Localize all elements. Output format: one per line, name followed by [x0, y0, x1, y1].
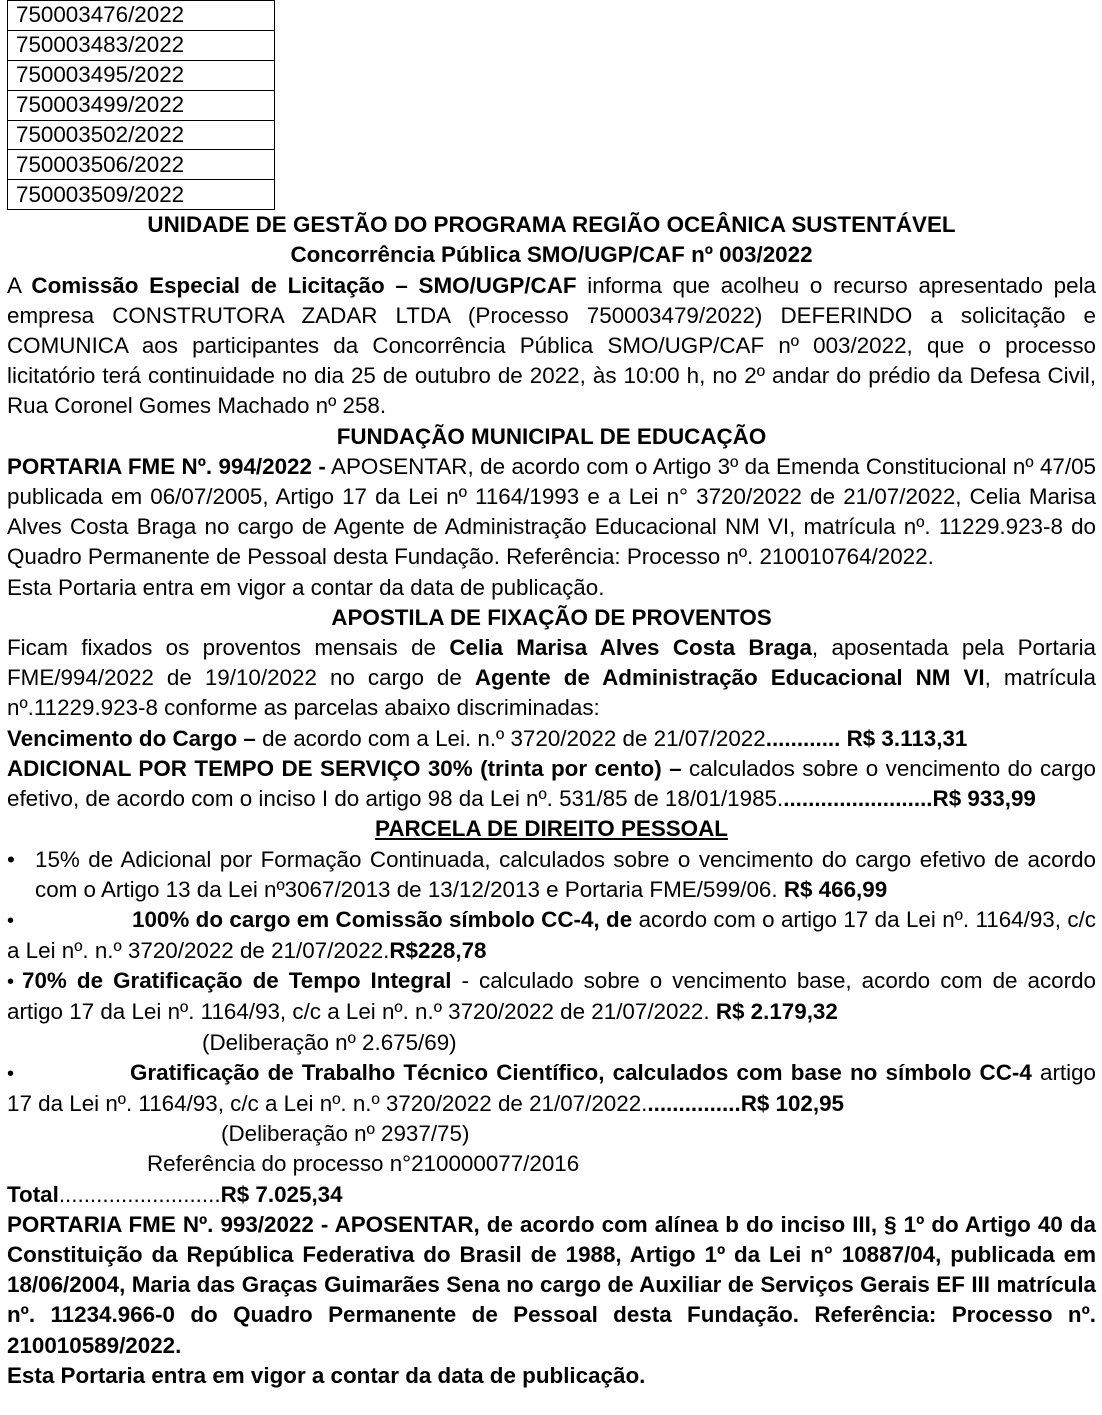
process-number-cell: 750003502/2022	[8, 120, 275, 150]
process-reference: Referência do processo n°210000077/2016	[147, 1151, 580, 1177]
adicional-label: ADICIONAL POR TEMPO DE SERVIÇO 30% (trinta por cento) –	[7, 755, 682, 781]
vigor-statement: Esta Portaria entra em vigor a contar da data de publicação.	[7, 574, 605, 600]
vencimento-line	[7, 724, 1096, 754]
total-amount: R$ 7.025,34	[220, 1181, 343, 1207]
amount: ...............R$ 102,95	[647, 1091, 845, 1117]
text-run: 15% de Adicional por Formação Continuada, calculados sobre o vencimento do cargo efetivo de acordo com o Artigo 13 da Lei nº3067/2013 de 13/12/2013 e Portaria FME/599/06.	[35, 846, 1096, 902]
retiree-name: Celia Marisa Alves Costa Braga	[449, 635, 812, 661]
amount: R$228,78	[389, 938, 487, 964]
bold-run: 100% do cargo em Comissão símbolo CC-4, de	[132, 906, 633, 932]
bullet-icon: •	[7, 1062, 15, 1085]
bold-run: 70% de Gratificação de Tempo Integral	[22, 968, 452, 994]
list-item	[7, 966, 1096, 1027]
text-run: - calculado sobre o vencimento base, acordo com de acordo artigo 17 da Lei nº. 1164/93, c/c a Lei nº. n.º 3720/2022 de 21/07/2022.	[7, 968, 1096, 1025]
process-number-table	[7, 0, 275, 210]
adicional-amount: ........................R$ 933,99	[783, 786, 1036, 812]
list-item	[7, 845, 1096, 905]
adicional-paragraph	[7, 754, 1096, 814]
deliberacao-note: (Deliberação nº 2937/75)	[221, 1121, 470, 1147]
bold-run: Gratificação de Trabalho Técnico Científico, calculados com base no símbolo CC-4	[130, 1059, 1032, 1085]
process-number-cell: 750003483/2022	[8, 30, 275, 60]
text-run: acordo com o artigo 17 da Lei nº. 1164/93, c/c a Lei nº. n.º 3720/2022 de 21/07/2022.	[7, 906, 1096, 964]
text-run: de acordo com a Lei. n.º 3720/2022 de 21/07/2022	[255, 725, 766, 751]
text-run: , matrícula nº.11229.923-8 conforme as parcelas abaixo discriminadas:	[7, 665, 1096, 721]
ugp-notice-paragraph	[7, 271, 1096, 422]
table-row	[8, 60, 275, 90]
table-row	[8, 90, 275, 120]
amount: R$ 2.179,32	[715, 999, 838, 1025]
job-title: Agente de Administração Educacional NM VI	[474, 665, 985, 691]
apostila-paragraph	[7, 633, 1096, 724]
fme-heading: FUNDAÇÃO MUNICIPAL DE EDUCAÇÃO	[336, 423, 767, 449]
ugp-heading: UNIDADE DE GESTÃO DO PROGRAMA REGIÃO OCEÂNICA SUSTENTÁVEL	[147, 212, 956, 238]
vencimento-label: Vencimento do Cargo –	[7, 725, 256, 751]
vigor-statement: Esta Portaria entra em vigor a contar da data de publicação.	[7, 1362, 646, 1388]
table-row	[8, 30, 275, 60]
process-number-cell: 750003476/2022	[8, 1, 275, 31]
text-run: calculados sobre o vencimento do cargo efetivo, de acordo com o inciso I do artigo 98 da Lei nº. 531/85 de 18/01/1985.	[7, 755, 1096, 812]
text-run: , aposentada pela Portaria FME/994/2022 de 19/10/2022 no cargo de	[7, 635, 1097, 691]
portaria-994-paragraph	[7, 452, 1096, 573]
process-number-cell: 750003509/2022	[8, 180, 275, 210]
table-row	[8, 150, 275, 180]
process-number-cell: 750003499/2022	[8, 90, 275, 120]
parcela-heading: PARCELA DE DIREITO PESSOAL	[375, 816, 728, 842]
amount: R$ 466,99	[783, 876, 888, 902]
portaria-993-paragraph: PORTARIA FME Nº. 993/2022 - APOSENTAR, de acordo com alínea b do inciso III, § 1º do Artigo 40 da Constituição da República Federativa do Brasil de 1988, Artigo 1º da Lei n° 10887/04, publicada em 18/06/2004, Maria das Graças Guimarães Sena no cargo de Auxiliar de Serviços Gerais EF III matrícula nº. 11234.966-0 do Quadro Permanente de Pessoal desta Fundação. Referência: Processo nº. 210010589/2022.	[7, 1211, 1096, 1358]
table-row	[8, 120, 275, 150]
commission-name: Comissão Especial de Licitação – SMO/UGP/CAF	[31, 272, 577, 298]
bullet-icon: •	[7, 909, 15, 932]
apostila-heading: APOSTILA DE FIXAÇÃO DE PROVENTOS	[331, 604, 772, 630]
text-run: APOSENTAR, de acordo com o Artigo 3º da Emenda Constitucional nº 47/05 publicada em 06/07/2005, Artigo 17 da Lei nº 1164/1993 e a Lei n° 3720/2022 de 21/07/2022, Celia Marisa Alves Costa Braga no cargo de Agente de Administração Educacional NM VI, matrícula nº. 11229.923-8 do Quadro Permanente de Pessoal desta Fundação. Referência: Processo nº. 210010764/2022.	[7, 453, 1096, 570]
text-run: informa que acolheu o recurso apresentado pela empresa CONSTRUTORA ZADAR LTDA (Processo 750003479/2022) DEFERINDO a solicitação e COMUNICA aos participantes da Concorrência Pública SMO/UGP/CAF nº 003/2022, que o processo licitatório terá continuidade no dia 25 de outubro de 2022, às 10:00 h, no 2º andar do prédio da Defesa Civil, Rua Coronel Gomes Machado nº 258.	[7, 272, 1097, 419]
list-item	[7, 905, 1096, 966]
bullet-icon: •	[7, 971, 15, 994]
portaria-994-title: PORTARIA FME Nº. 994/2022 -	[7, 453, 326, 479]
process-number-cell: 750003506/2022	[8, 150, 275, 180]
table-row	[8, 180, 275, 210]
text-run: artigo 17 da Lei nº. 1164/93, c/c a Lei nº. n.º 3720/2022 de 21/07/2022.	[7, 1059, 1097, 1117]
text-run: Ficam fixados os proventos mensais de	[7, 635, 450, 661]
total-line	[7, 1180, 1096, 1210]
total-label: Total	[7, 1181, 59, 1207]
list-item	[7, 1058, 1096, 1119]
deliberacao-note: (Deliberação nº 2.675/69)	[202, 1029, 457, 1055]
text-run: A	[7, 272, 32, 298]
table-row	[8, 1, 275, 31]
leader-dots: ..........................	[58, 1181, 221, 1207]
ugp-subheading: Concorrência Pública SMO/UGP/CAF nº 003/2022	[290, 242, 813, 268]
vencimento-amount: ............ R$ 3.113,31	[765, 725, 968, 751]
process-number-cell: 750003495/2022	[8, 60, 275, 90]
